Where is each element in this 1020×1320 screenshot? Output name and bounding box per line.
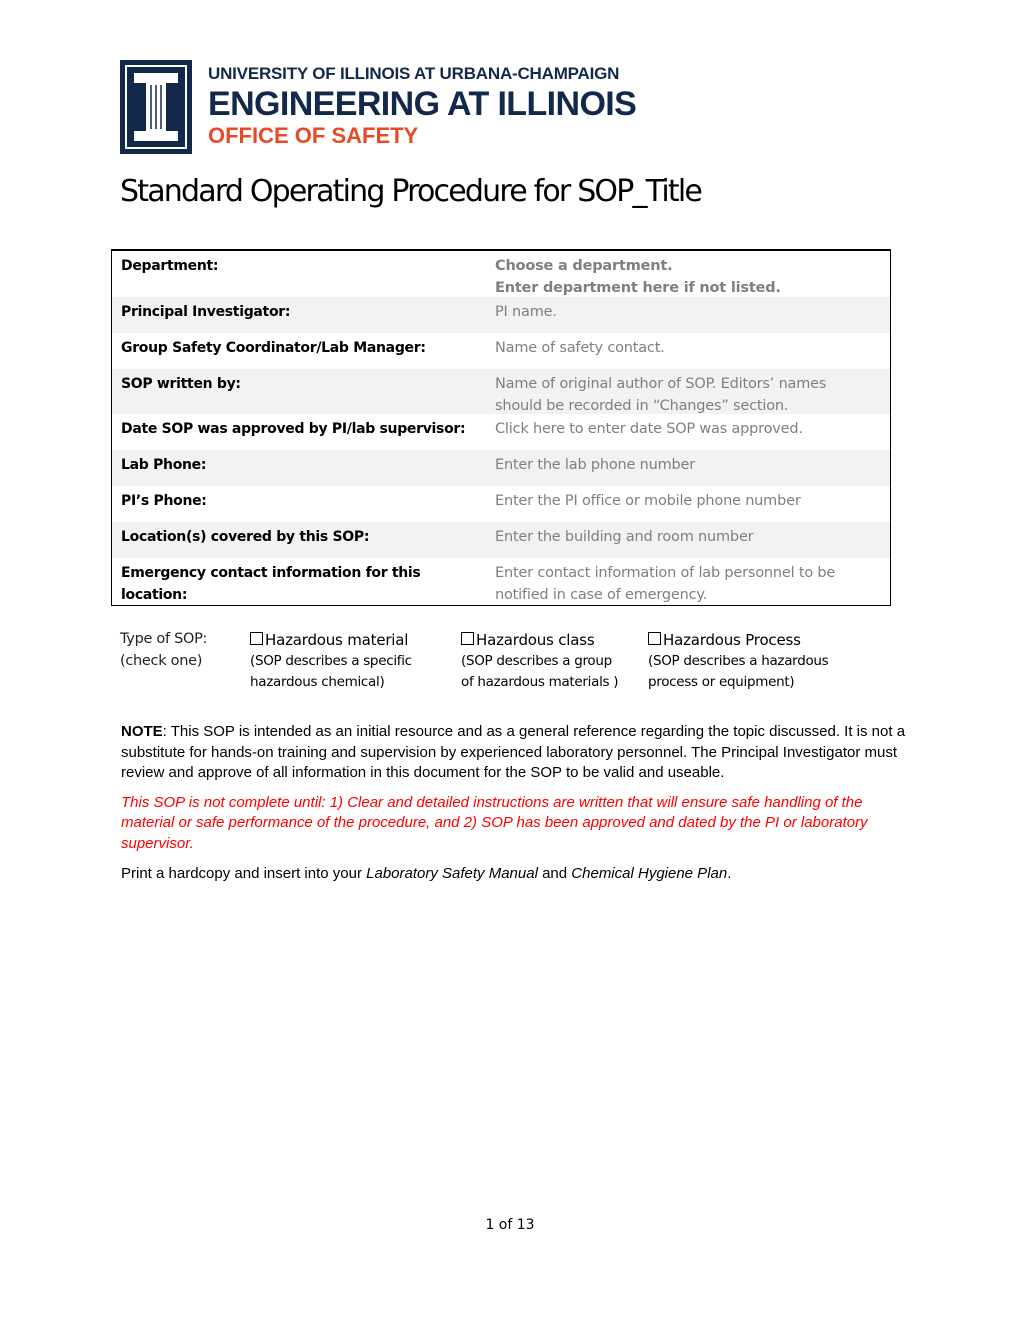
sop-type-label-line1: Type of SOP: <box>120 631 208 647</box>
pi-name-field[interactable]: PI name. <box>495 304 557 320</box>
hazardous-material-checkbox[interactable] <box>250 632 263 645</box>
completion-warning: This SOP is not complete until: 1) Clear and detailed instructions are written that will ensure safe handling of the material or safe performance of the procedure, and 2) SOP has been approved and dated by the PI or laboratory supervisor. <box>121 793 868 852</box>
table-row-department <box>112 251 890 297</box>
hazardous-class-checkbox[interactable] <box>461 632 474 645</box>
hazardous-class-desc: (SOP describes a group <box>461 653 612 669</box>
table-row-pi <box>112 297 890 333</box>
hazardous-class-desc-2: of hazardous materials ) <box>461 674 619 690</box>
department-label: Department: <box>121 258 219 274</box>
block-i-icon <box>120 60 192 154</box>
author-label: SOP written by: <box>121 376 241 392</box>
approval-date-label: Date SOP was approved by PI/lab supervisor: <box>121 421 466 437</box>
option-hazardous-material[interactable] <box>250 630 412 693</box>
note-prefix: NOTE <box>121 723 163 740</box>
pi-label: Principal Investigator: <box>121 304 291 320</box>
approval-date-field[interactable]: Click here to enter date SOP was approved. <box>495 421 803 437</box>
pi-phone-label: PI’s Phone: <box>121 493 207 509</box>
document-title: Standard Operating Procedure for SOP_Title <box>120 174 702 209</box>
location-field[interactable]: Enter the building and room number <box>495 529 754 545</box>
sop-type-label-line2: (check one) <box>120 653 203 669</box>
table-row-author <box>112 369 890 414</box>
college-name: ENGINEERING AT ILLINOIS <box>208 85 637 123</box>
lab-phone-label: Lab Phone: <box>121 457 207 473</box>
lab-phone-field[interactable]: Enter the lab phone number <box>495 457 696 473</box>
hygiene-plan-ref: Chemical Hygiene Plan <box>571 865 728 882</box>
option-hazardous-process[interactable] <box>648 630 828 693</box>
table-row-emergency-contact <box>112 558 890 605</box>
safety-contact-label: Group Safety Coordinator/Lab Manager: <box>121 340 426 356</box>
print-period: . <box>727 865 732 882</box>
department-other-input[interactable]: Enter department here if not listed. <box>495 280 781 296</box>
sop-info-table <box>111 249 891 606</box>
safety-manual-ref: Laboratory Safety Manual <box>366 865 538 882</box>
author-field[interactable]: Name of original author of SOP. Editors’ names should be recorded in “Changes” section. <box>495 376 827 414</box>
college-wordmark <box>208 64 636 149</box>
emergency-contact-field[interactable]: Enter contact information of lab personnel to be notified in case of emergency. <box>495 565 836 603</box>
hazardous-class-label: Hazardous class <box>476 631 595 649</box>
hazardous-process-label: Hazardous Process <box>663 631 801 649</box>
print-and: and <box>537 865 572 882</box>
hazardous-process-desc-2: process or equipment) <box>648 674 795 690</box>
table-row-lab-phone <box>112 450 890 486</box>
hazardous-material-desc-2: hazardous chemical) <box>250 674 385 690</box>
table-row-location <box>112 522 890 558</box>
table-row-safety-contact <box>112 333 890 369</box>
print-text: Print a hardcopy and insert into your <box>121 865 367 882</box>
department-field[interactable] <box>495 255 890 297</box>
emergency-contact-label: Emergency contact information for this location: <box>121 565 421 603</box>
note-paragraph <box>121 722 906 784</box>
table-row-approval-date <box>112 414 890 450</box>
location-label: Location(s) covered by this SOP: <box>121 529 370 545</box>
sop-type-label <box>120 628 207 672</box>
block-i-logo <box>120 60 192 154</box>
option-hazardous-class[interactable] <box>461 630 618 693</box>
pi-phone-field[interactable]: Enter the PI office or mobile phone number <box>495 493 801 509</box>
hazardous-material-label: Hazardous material <box>265 631 409 649</box>
safety-contact-field[interactable]: Name of safety contact. <box>495 340 665 356</box>
hazardous-process-checkbox[interactable] <box>648 632 661 645</box>
hazardous-process-desc: (SOP describes a hazardous <box>648 653 829 669</box>
office-name: OFFICE OF SAFETY <box>208 123 419 148</box>
print-instruction <box>121 864 906 885</box>
sop-type-section <box>120 626 920 696</box>
department-dropdown[interactable]: Choose a department. <box>495 258 673 274</box>
hazardous-material-desc: (SOP describes a specific <box>250 653 412 669</box>
note-section <box>121 722 906 885</box>
university-name: UNIVERSITY OF ILLINOIS AT URBANA-CHAMPAIGN <box>208 64 620 83</box>
note-text: : This SOP is intended as an initial resource and as a general reference regarding the topic discussed. It is not a substitute for hands-on training and supervision by experienced laboratory personnel. The Principal Investigator must review and approve of all information in this document for the SOP to be valid and useable. <box>121 723 906 781</box>
table-row-pi-phone <box>112 486 890 522</box>
page-number: 1 of 13 <box>485 1217 535 1233</box>
